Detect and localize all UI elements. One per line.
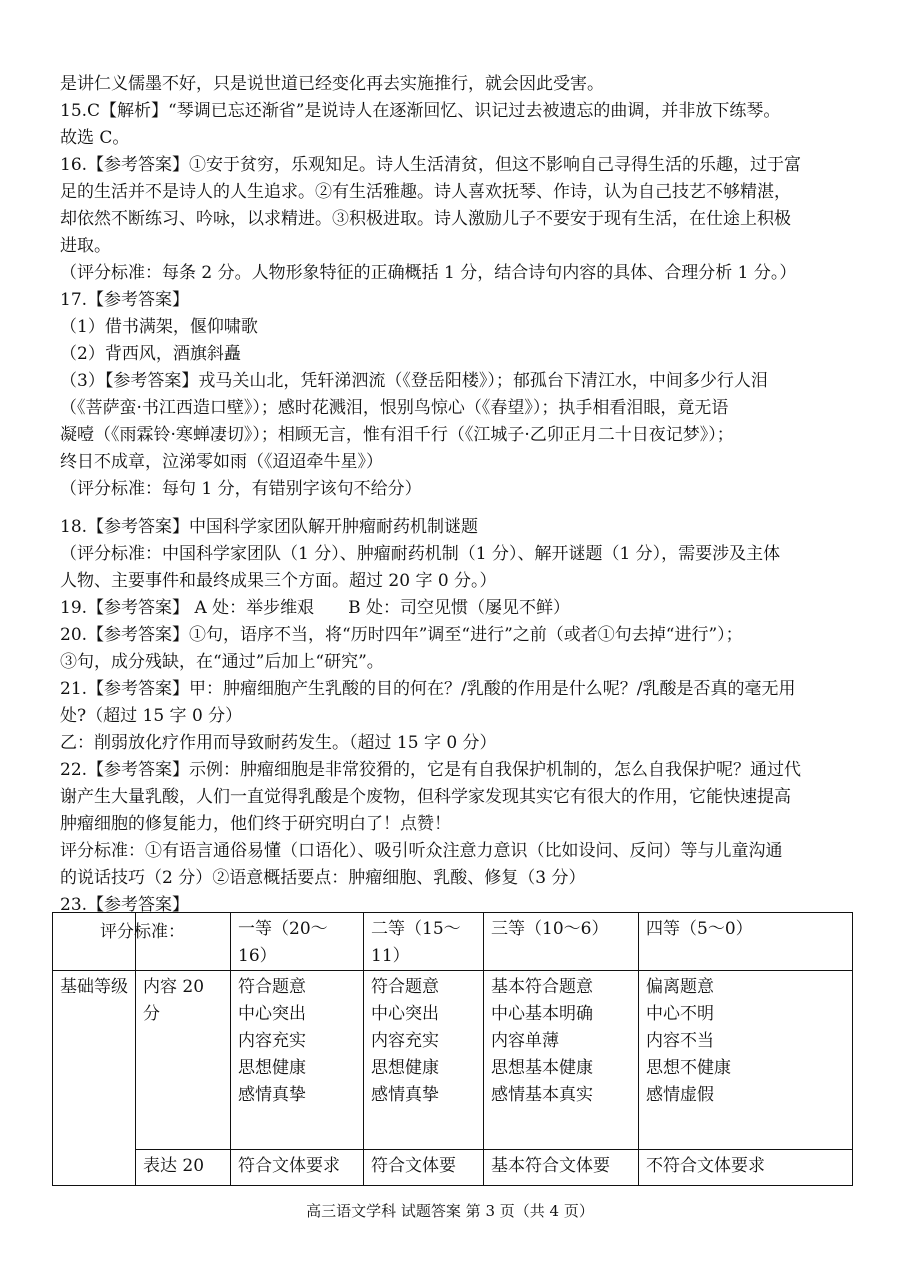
table-cell-level: 基础等级 bbox=[53, 971, 136, 1186]
answer-16-line: 16.【参考答案】①安于贫穷，乐观知足。诗人生活清贫，但这不影响自己寻得生活的乐趣，过于富 bbox=[60, 155, 802, 175]
table-cell: 偏离题意 中心不明 内容不当 思想不健康 感情虚假 bbox=[639, 971, 853, 1150]
table-header-cell: 四等（5～0） bbox=[639, 913, 853, 971]
answer-21-line: 乙：削弱放化疗作用而导致耐药发生。（超过 15 字 0 分） bbox=[60, 733, 497, 753]
answer-15-line: 故选 C。 bbox=[60, 128, 130, 148]
page-footer: 高三语文学科 试题答案 第 3 页（共 4 页） bbox=[306, 1202, 594, 1220]
table-cell: 基本符合题意 中心基本明确 内容单薄 思想基本健康 感情基本真实 bbox=[484, 971, 639, 1150]
answer-22-scoring: 评分标准：①有语言通俗易懂（口语化）、吸引听众注意力意识（比如设问、反问）等与儿童沟通 bbox=[60, 841, 783, 861]
answer-17-item: （3）【参考答案】戎马关山北，凭轩涕泗流（《登岳阳楼》）；郁孤台下清江水，中间多少行人泪 bbox=[60, 371, 768, 391]
answer-17-item: （1）借书满架，偃仰啸歌 bbox=[60, 317, 258, 337]
answer-20-line: 20.【参考答案】①句，语序不当，将“历时四年”调至“进行”之前（或者①句去掉“进行”）； bbox=[60, 625, 743, 645]
answer-23-scoring-label: 评分标准： bbox=[100, 922, 185, 942]
table-row bbox=[53, 971, 853, 1150]
grading-table bbox=[52, 912, 853, 1186]
answer-23-heading: 23.【参考答案】 bbox=[60, 895, 190, 915]
answer-22-line: 22.【参考答案】示例：肿瘤细胞是非常狡猾的，它是有自我保护机制的，怎么自我保护呢？通过代 bbox=[60, 760, 802, 780]
table-cell: 不符合文体要求 bbox=[639, 1150, 853, 1186]
answer-18-scoring: 人物、主要事件和最终成果三个方面。超过 20 字 0 分。） bbox=[60, 571, 497, 591]
table-row bbox=[53, 1150, 853, 1186]
table-cell: 符合题意 中心突出 内容充实 思想健康 感情真挚 bbox=[231, 971, 364, 1150]
answer-17-scoring: （评分标准：每句 1 分，有错别字该句不给分） bbox=[60, 479, 422, 499]
answer-21-line: 处?（超过 15 字 0 分） bbox=[60, 706, 243, 726]
answer-21-line: 21.【参考答案】甲：肿瘤细胞产生乳酸的目的何在？/乳酸的作用是什么呢？/乳酸是否真的毫无用 bbox=[60, 679, 796, 699]
spacer bbox=[60, 503, 850, 514]
answer-17-item: 凝噎（《雨霖铃·寒蝉凄切》）；相顾无言，惟有泪千行（《江城子·乙卯正月二十日夜记梦》）； bbox=[60, 425, 734, 445]
table-header-row bbox=[53, 913, 853, 971]
answer-19-line: 19.【参考答案】 A 处：举步维艰 B 处：司空见惯（屡见不鲜） bbox=[60, 598, 571, 618]
table-header-cell: 三等（10～6） bbox=[484, 913, 639, 971]
table-cell: 基本符合文体要 bbox=[484, 1150, 639, 1186]
answer-22-line: 谢产生大量乳酸，人们一直觉得乳酸是个废物，但科学家发现其实它有很大的作用，它能快速提高 bbox=[60, 787, 791, 807]
table-header-cell: 一等（20～16） bbox=[231, 913, 364, 971]
answer-17-item: 终日不成章，泣涕零如雨（《迢迢牵牛星》） bbox=[60, 452, 383, 472]
answer-16-line: 足的生活并不是诗人的人生追求。②有生活雅趣。诗人喜欢抚琴、作诗，认为自己技艺不够精湛， bbox=[60, 182, 791, 202]
table-cell-item: 表达 20 bbox=[136, 1150, 231, 1186]
answer-18-line: 18.【参考答案】中国科学家团队解开肿瘤耐药机制谜题 bbox=[60, 517, 479, 537]
table-header-cell: 二等（15～11） bbox=[364, 913, 484, 971]
answer-17-heading: 17.【参考答案】 bbox=[60, 290, 190, 310]
answer-16-line: 进取。 bbox=[60, 236, 111, 256]
answer-16-line: 却依然不断练习、吟咏，以求精进。③积极进取。诗人激励儿子不要安于现有生活，在仕途上积极 bbox=[60, 209, 791, 229]
table-cell: 符合文体要 bbox=[364, 1150, 484, 1186]
table-header-cell bbox=[136, 913, 231, 971]
answer-22-line: 肿瘤细胞的修复能力，他们终于研究明白了！点赞！ bbox=[60, 814, 451, 834]
table-cell: 符合文体要求 bbox=[231, 1150, 364, 1186]
answer-22-scoring: 的说话技巧（2 分）②语意概括要点：肿瘤细胞、乳酸、修复（3 分） bbox=[60, 868, 586, 888]
table-header-cell bbox=[53, 913, 136, 971]
table-cell-item: 内容 20 分 bbox=[136, 971, 231, 1150]
table-cell: 符合题意 中心突出 内容充实 思想健康 感情真挚 bbox=[364, 971, 484, 1150]
answer-17-item: （2）背西风，酒旗斜矗 bbox=[60, 344, 241, 364]
answer-15-line: 15.C【解析】“琴调已忘还渐省”是说诗人在逐渐回忆、识记过去被遗忘的曲调，并非放下练琴。 bbox=[60, 101, 781, 121]
answer-20-line: ③句，成分残缺，在“通过”后加上“研究”。 bbox=[60, 652, 384, 672]
answer-16-scoring: （评分标准：每条 2 分。人物形象特征的正确概括 1 分，结合诗句内容的具体、合理分析 1 分。） bbox=[60, 263, 797, 283]
text-line: 是讲仁义儒墨不好，只是说世道已经变化再去实施推行，就会因此受害。 bbox=[60, 74, 604, 94]
answer-18-scoring: （评分标准：中国科学家团队（1 分）、肿瘤耐药机制（1 分）、解开谜题（1 分），需要涉及主体 bbox=[60, 544, 781, 564]
answer-17-item: （《菩萨蛮·书江西造口壁》）；感时花溅泪，恨别鸟惊心（《春望》）；执手相看泪眼，竟无语 bbox=[60, 398, 729, 418]
answer-text bbox=[60, 71, 850, 946]
